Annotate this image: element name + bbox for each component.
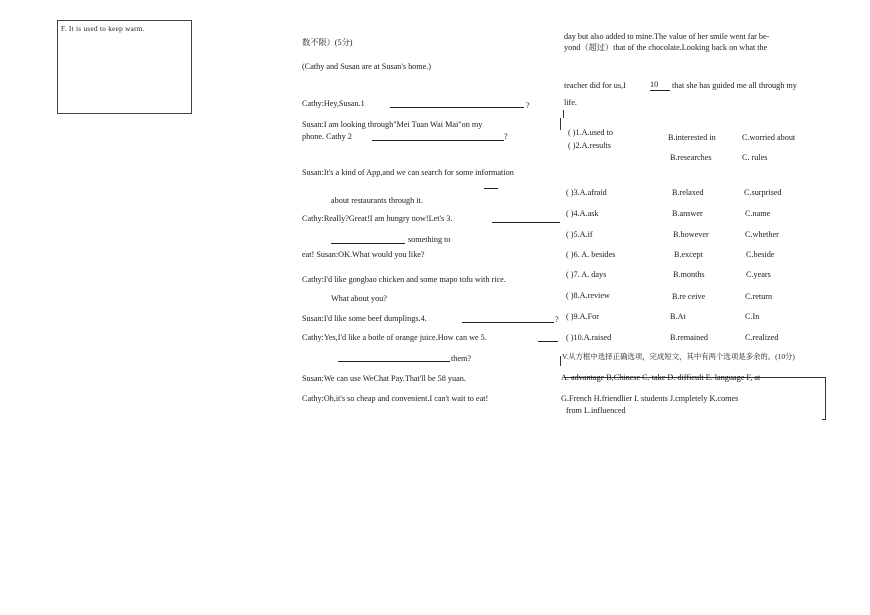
dialogue-line-9: Susan:We can use WeChat Pay.That'll be 58 yuan. xyxy=(302,374,466,383)
dialogue-line-1: Cathy:Hey,Susan.1 xyxy=(302,99,365,108)
dialogue-line-5: eat! Susan:OK.What would you like? xyxy=(302,250,425,259)
option-row-1-num: ( )1.A.used to xyxy=(568,128,614,137)
answer-box xyxy=(57,20,192,114)
question-mark-2: ? xyxy=(504,132,508,141)
blank-4[interactable] xyxy=(462,314,554,323)
option-row-3-c: C.surprised xyxy=(744,188,782,197)
passage-line-4: life. xyxy=(564,98,577,107)
passage-line-2: yond（超过）that of the chocolate.Looking back on what the xyxy=(564,43,768,52)
option-row-10-c: C.realized xyxy=(745,333,779,342)
rule-mark xyxy=(560,118,561,130)
option-row-1-b: B.interested in xyxy=(668,133,716,142)
option-row-5-b: B.however xyxy=(673,230,709,239)
option-row-6-num: ( )6. A. besides xyxy=(566,250,616,259)
score-note: 数不限）(5分) xyxy=(302,38,353,47)
dialogue-line-8b: them? xyxy=(451,354,472,363)
option-row-9-c: C.In xyxy=(745,312,760,321)
word-bank-line-2: G.French H.friendlier I. students J.cmpletely K.comes xyxy=(561,394,739,403)
passage-line-3b: that she has guided me all through my xyxy=(672,81,797,90)
blank-1[interactable] xyxy=(390,99,524,108)
section-5-title: V.从方框中选择正确选项，完成短文，其中有两个选项是多余的。(10分) xyxy=(562,352,795,361)
word-bank-line-1: A. advantage B,Chinese C. take D. difficult E. language F, at xyxy=(561,373,761,382)
option-row-8-c: C.return xyxy=(745,292,773,301)
option-row-2-num: ( )2.A.results xyxy=(568,141,611,150)
blank-10: 10 xyxy=(650,80,670,91)
dialogue-intro: (Cathy and Susan are at Susan's home.) xyxy=(302,62,432,71)
blank-3-cont[interactable] xyxy=(331,235,405,244)
box-tick xyxy=(822,377,826,378)
rule-mark xyxy=(563,110,564,118)
option-row-3-b: B.relaxed xyxy=(672,188,704,197)
option-row-1-c: C.worried about xyxy=(742,133,796,142)
dialogue-line-2b: phone. Cathy 2 xyxy=(302,132,352,141)
option-row-7-c: C.years xyxy=(746,270,771,279)
passage-line-3a: teacher did for us,I xyxy=(564,81,626,90)
blank-2[interactable] xyxy=(372,132,504,141)
option-row-4-c: C.name xyxy=(745,209,771,218)
dialogue-line-6b: What about you? xyxy=(331,294,387,303)
rule-mark xyxy=(560,356,561,366)
option-row-2-c: C. rules xyxy=(742,153,768,162)
dialogue-line-10: Cathy:Oh,it's so cheap and convenient.I can't wait to eat! xyxy=(302,394,489,403)
option-row-7-num: ( )7. A. days xyxy=(566,270,607,279)
option-row-8-num: ( )8.A.review xyxy=(566,291,610,300)
option-row-6-b: B.except xyxy=(674,250,703,259)
option-row-3-num: ( )3.A.afraid xyxy=(566,188,607,197)
dialogue-line-7: Susan:I'd like some beef dumplings.4. xyxy=(302,314,427,323)
option-row-2-b: B.researches xyxy=(670,153,712,162)
option-row-6-c: C.beside xyxy=(746,250,775,259)
dialogue-line-3a: Susan:It's a kind of App,and we can search for some information xyxy=(302,168,514,177)
blank-3[interactable] xyxy=(492,214,560,223)
option-row-10-num: ( )10.A.raised xyxy=(566,333,612,342)
blank-5[interactable] xyxy=(538,333,558,342)
option-row-5-c: C.whether xyxy=(745,230,779,239)
mark-3 xyxy=(484,180,498,189)
option-row-5-num: ( )5.A.if xyxy=(566,230,593,239)
dialogue-line-4b: something to xyxy=(408,235,451,244)
option-row-9-num: ( )9.A.For xyxy=(566,312,599,321)
box-text: F. It is used to keep warm. xyxy=(61,25,145,33)
box-tick xyxy=(822,419,826,420)
dialogue-line-3b: about restaurants through it. xyxy=(331,196,423,205)
option-row-9-b: B.At xyxy=(670,312,686,321)
option-row-4-b: B.answer xyxy=(672,209,703,218)
question-mark-4: ? xyxy=(555,315,559,324)
blank-5-cont[interactable] xyxy=(338,353,450,362)
option-row-10-b: B.remained xyxy=(670,333,708,342)
dialogue-line-2a: Susan:I am looking through"Mei Tuan Wai Mai"on my xyxy=(302,120,483,129)
dialogue-line-6a: Cathy:I'd like gongbao chicken and some mapo tofu with rice. xyxy=(302,275,506,284)
dialogue-line-4a: Cathy:Really?Great!I am hungry now!Let's 3. xyxy=(302,214,453,223)
option-row-7-b: B.months xyxy=(673,270,705,279)
option-row-8-b: B.re ceive xyxy=(672,292,706,301)
question-mark-1: ? xyxy=(526,101,530,110)
word-bank-line-3: from L.influenced xyxy=(566,406,626,415)
passage-line-1: day but also added to mine.The value of her smile went far be- xyxy=(564,32,770,41)
dialogue-line-8: Cathy:Yes,I'd like a botle of orange juice.How can we 5. xyxy=(302,333,487,342)
option-row-4-num: ( )4.A.ask xyxy=(566,209,599,218)
